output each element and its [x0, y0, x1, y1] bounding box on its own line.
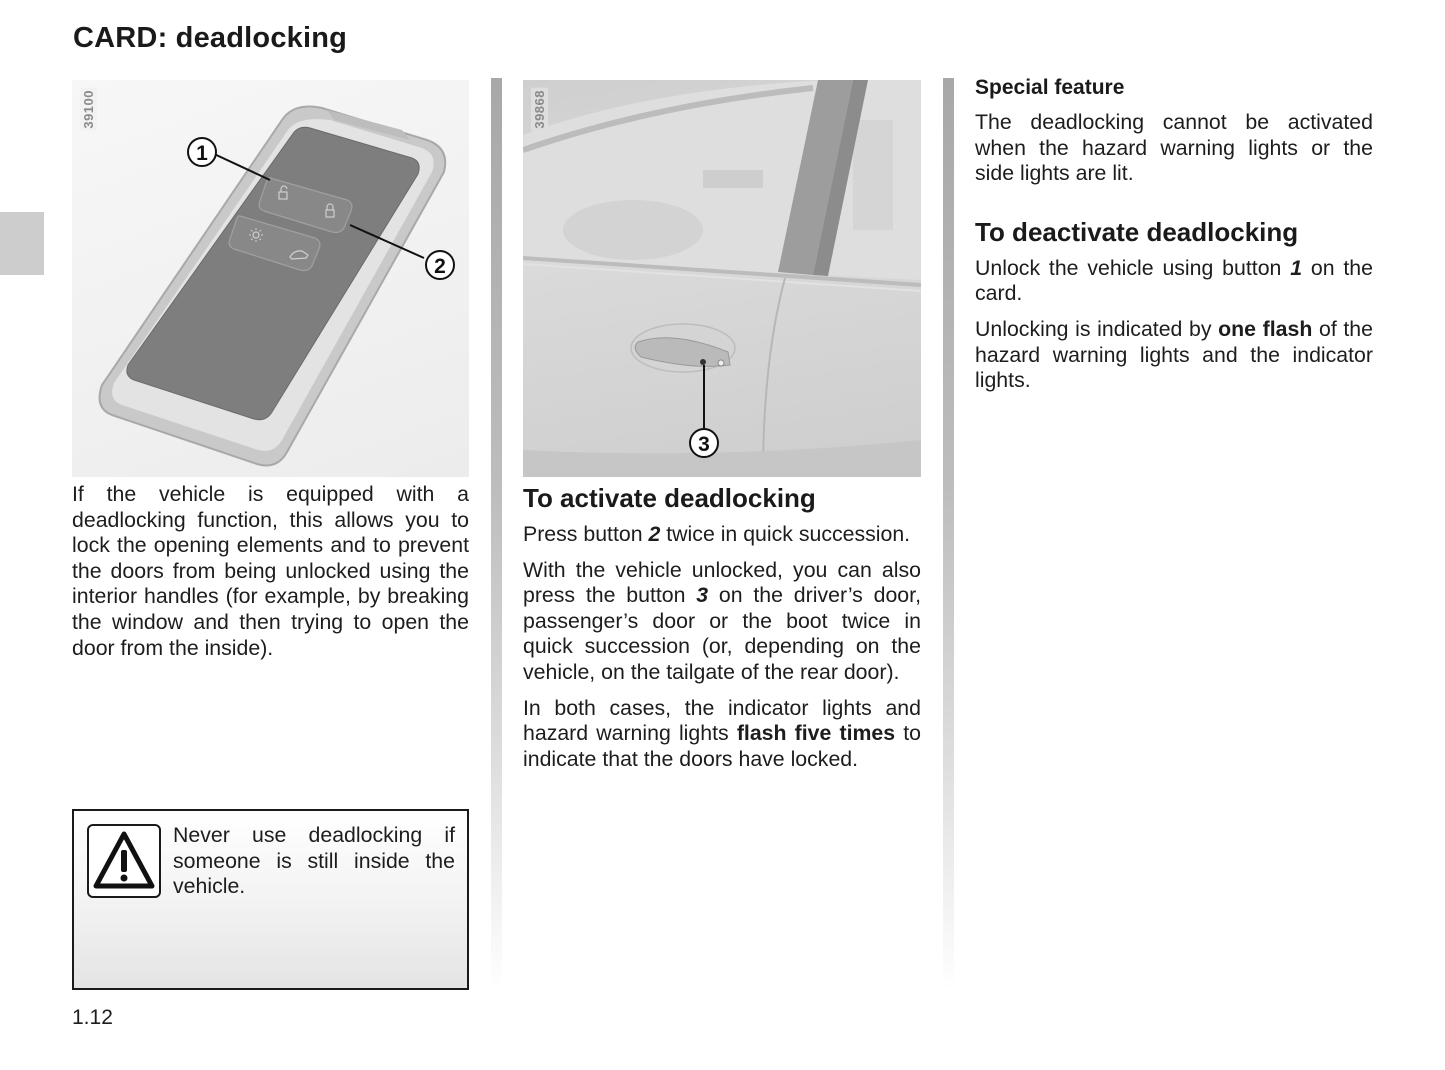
chapter-tab — [0, 212, 44, 275]
card-key-drawing — [72, 80, 469, 477]
activate-paragraph-3: In both cases, the indicator lights and hazard warning lights flash five times to indicate that the doors have locked. — [523, 695, 921, 771]
figure-ref-number: 39100 — [81, 90, 96, 129]
deactivate-paragraph-2: Unlocking is indicated by one flash of the hazard warning lights and the indicator lights. — [975, 316, 1373, 393]
column-divider-right — [943, 78, 954, 990]
warning-box — [72, 809, 469, 990]
activate-paragraph-2: With the vehicle unlocked, you can also press the button 3 on the driver’s door, passenger’s door or the boot twice in quick succession (or, depending on the vehicle, on the tailgate of the rear door). — [523, 557, 921, 684]
svg-text:1: 1 — [196, 142, 208, 165]
page-title: CARD: deadlocking — [73, 22, 348, 54]
right-column — [975, 76, 1373, 404]
warning-triangle-icon — [87, 824, 161, 898]
svg-text:2: 2 — [434, 255, 446, 278]
special-feature-text: The deadlocking cannot be activated when the hazard warning lights or the side lights are lit. — [975, 110, 1373, 186]
special-feature-heading: Special feature — [975, 76, 1125, 99]
middle-column — [523, 80, 921, 782]
left-column — [72, 80, 469, 671]
column-divider-left — [491, 78, 502, 990]
activate-heading: To activate deadlocking — [523, 483, 816, 513]
warning-text: Never use deadlocking if someone is still inside the vehicle. — [173, 823, 455, 899]
figure-ref-number: 39868 — [532, 90, 547, 129]
page-number: 1.12 — [72, 1006, 113, 1029]
svg-text:3: 3 — [698, 433, 710, 456]
activate-paragraph-1: Press button 2 twice in quick succession. — [523, 522, 911, 546]
intro-paragraph: If the vehicle is equipped with a deadlocking function, this allows you to lock the opening elements and to prevent the doors from being unlocked using the interior handles (for example, by breaking the window and then trying to open the door from the inside). — [72, 482, 469, 660]
car-door-drawing — [523, 80, 921, 477]
deactivate-paragraph-1: Unlock the vehicle using button 1 on the card. — [975, 255, 1373, 306]
door-illustration — [523, 80, 921, 477]
deactivate-heading: To deactivate deadlocking — [975, 216, 1299, 247]
card-illustration — [72, 80, 469, 477]
